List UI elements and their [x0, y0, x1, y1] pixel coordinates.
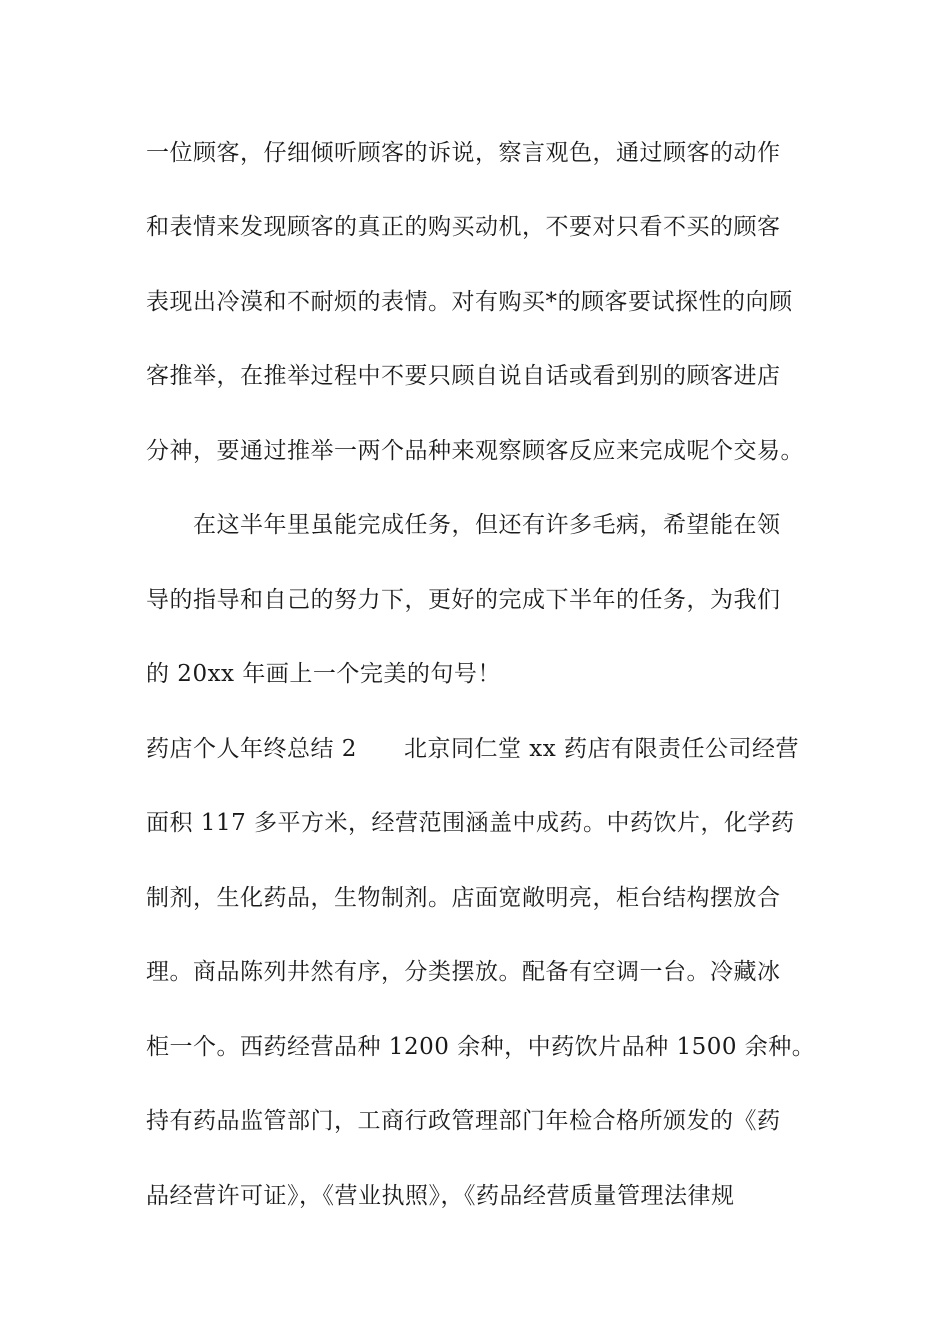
section-heading-line: 药店个人年终总结 2 北京同仁堂 xx 药店有限责任公司经营: [146, 736, 800, 762]
text-line: 导的指导和自己的努力下，更好的完成下半年的任务，为我们: [146, 587, 781, 613]
text-line: 制剂，生化药品，生物制剂。店面宽敞明亮，柜台结构摆放合: [146, 885, 781, 911]
text-line: 在这半年里虽能完成任务，但还有许多毛病，希望能在领: [193, 512, 781, 538]
text-line: 客推举，在推举过程中不要只顾自说自话或看到别的顾客进店: [146, 363, 781, 389]
text-line: 面积 117 多平方米，经营范围涵盖中成药。中药饮片，化学药: [146, 810, 795, 836]
text-line: 品经营许可证》，《营业执照》，《药品经营质量管理法律规: [146, 1183, 735, 1209]
text-line: 的 20xx 年画上一个完美的句号！: [146, 661, 501, 687]
text-line: 一位顾客，仔细倾听顾客的诉说，察言观色，通过顾客的动作: [146, 140, 781, 166]
text-line: 表现出冷漠和不耐烦的表情。对有购买*的顾客要试探性的向顾: [146, 289, 793, 315]
text-line: 和表情来发现顾客的真正的购买动机，不要对只看不买的顾客: [146, 214, 781, 240]
text-line: 持有药品监管部门，工商行政管理部门年检合格所颁发的《药: [146, 1108, 781, 1134]
text-line: 分神，要通过推举一两个品种来观察顾客反应来完成呢个交易。: [146, 438, 804, 464]
text-line: 理。商品陈列井然有序，分类摆放。配备有空调一台。冷藏冰: [146, 959, 781, 985]
text-line: 柜一个。西药经营品种 1200 余种，中药饮片品种 1500 余种。: [146, 1034, 816, 1060]
